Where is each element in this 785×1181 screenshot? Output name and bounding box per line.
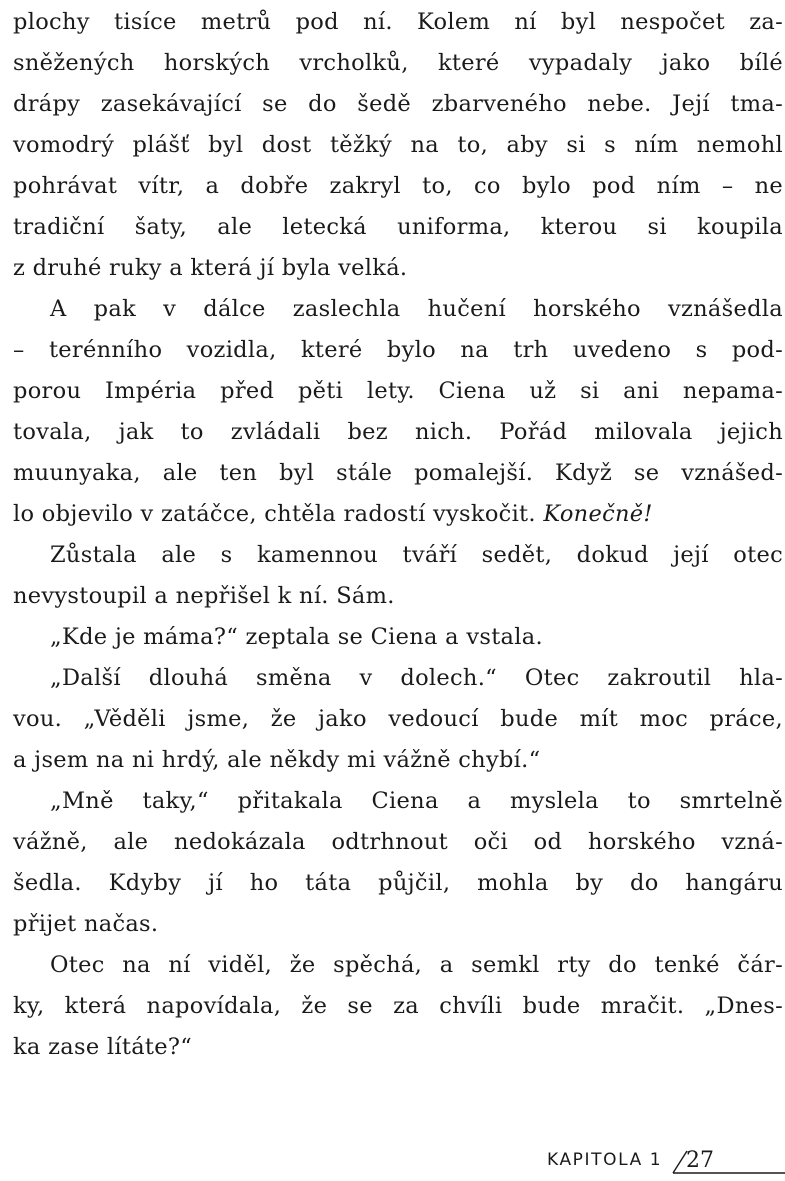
text-line: vážně, ale nedokázala odtrhnout oči od horského vzná- xyxy=(13,829,783,855)
text-line: ky, která napovídala, že se za chvíli bude mračit. „Dnes- xyxy=(13,993,783,1019)
text-line: přijet načas. xyxy=(13,911,159,937)
text-line: Zůstala ale s kamennou tváří sedět, dokud její otec xyxy=(50,542,783,568)
page-number: 27 xyxy=(686,1148,714,1173)
text-line: šedla. Kdyby jí ho táta půjčil, mohla by do hangáru xyxy=(13,870,783,896)
text-line: „Kde je máma?“ zeptala se Ciena a vstala. xyxy=(50,624,543,650)
page-footer xyxy=(0,1148,785,1178)
text-line: plochy tisíce metrů pod ní. Kolem ní byl nespočet za- xyxy=(13,9,783,35)
text-line-main: lo objevilo v zatáčce, chtěla radostí vyskočit. xyxy=(13,501,536,527)
text-line: tradiční šaty, ale letecká uniforma, kterou si koupila xyxy=(13,214,783,240)
text-line: muunyaka, ale ten byl stále pomalejší. Když se vznášed- xyxy=(13,460,783,486)
text-line: pohrávat vítr, a dobře zakryl to, co bylo pod ním – ne xyxy=(13,173,783,199)
text-line: vou. „Věděli jsme, že jako vedoucí bude mít moc práce, xyxy=(13,706,783,732)
text-line: A pak v dálce zaslechla hučení horského vznášedla xyxy=(50,296,783,322)
emphasis-text: Konečně! xyxy=(543,501,653,527)
text-line: nevystoupil a nepřišel k ní. Sám. xyxy=(13,583,395,609)
text-line: „Mně taky,“ přitakala Ciena a myslela to smrtelně xyxy=(50,788,783,814)
text-line: „Další dlouhá směna v dolech.“ Otec zakroutil hla- xyxy=(50,665,783,691)
text-line: vomodrý plášť byl dost těžký na to, aby si s ním nemohl xyxy=(13,132,783,158)
text-line: ka zase lítáte?“ xyxy=(13,1034,193,1060)
text-line xyxy=(13,494,653,534)
text-line: tovala, jak to zvládali bez nich. Pořád milovala jejich xyxy=(13,419,783,445)
text-line: drápy zasekávající se do šedě zbarveného nebe. Její tma- xyxy=(13,91,783,117)
text-line: porou Impéria před pěti lety. Ciena už si ani nepama- xyxy=(13,378,783,404)
text-line: a jsem na ni hrdý, ale někdy mi vážně chybí.“ xyxy=(13,747,541,773)
text-line: Otec na ní viděl, že spěchá, a semkl rty do tenké čár- xyxy=(50,952,783,978)
folio-rule-icon xyxy=(0,1148,785,1178)
text-line: z druhé ruky a která jí byla velká. xyxy=(13,255,408,281)
chapter-label: KAPITOLA 1 xyxy=(547,1150,663,1170)
text-line: sněžených horských vrcholků, které vypadaly jako bílé xyxy=(13,50,783,76)
text-line: – terénního vozidla, které bylo na trh uvedeno s pod- xyxy=(13,337,783,363)
